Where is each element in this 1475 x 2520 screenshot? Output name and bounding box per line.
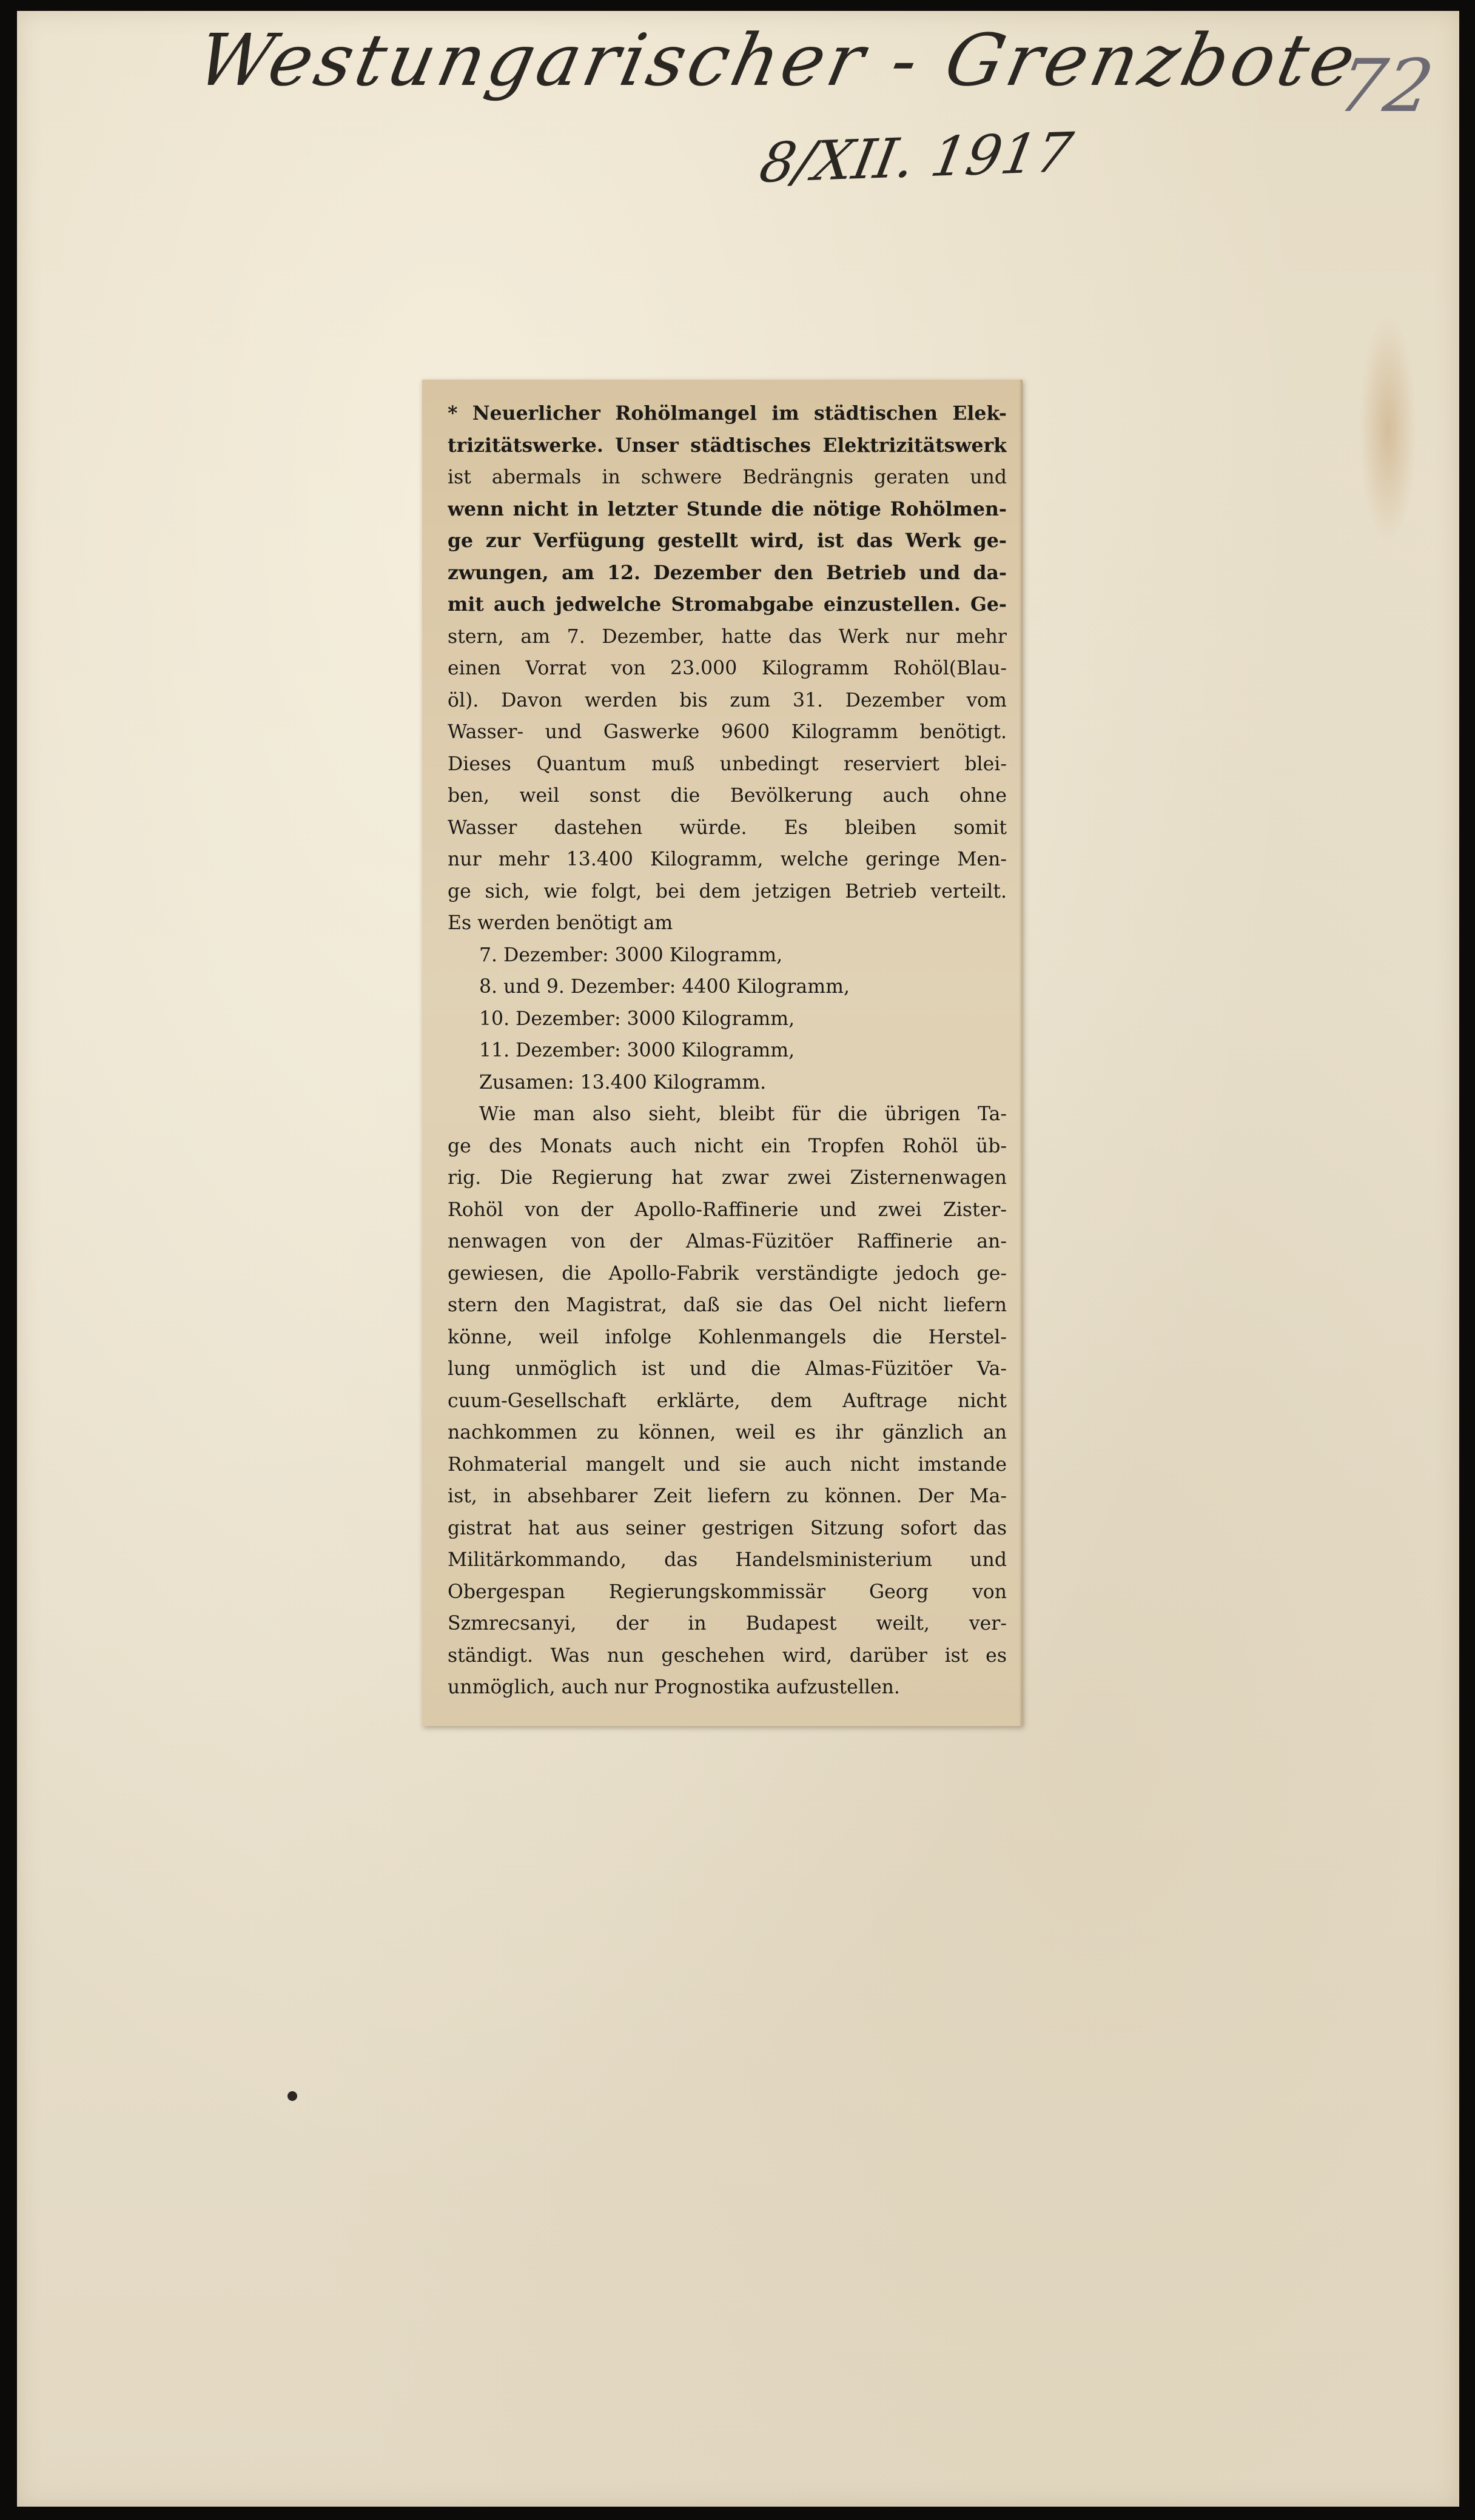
clipping-line: ben, weil sonst die Bevölkerung auch ohne <box>448 785 1007 807</box>
clipping-line: mit auch jedwelche Stromabgabe einzustellen. Ge- <box>448 593 1007 616</box>
clipping-line: wenn nicht in letzter Stunde die nötige Rohölmen- <box>448 497 1007 520</box>
clipping-line: ständigt. Was nun geschehen wird, darüber ist es <box>448 1644 1007 1667</box>
clipping-line: Rohöl von der Apollo-Raffinerie und zwei Zister- <box>448 1198 1007 1221</box>
folio-number: 72 <box>1331 44 1439 129</box>
clipping-line: Rohmaterial mangelt und sie auch nicht imstande <box>448 1453 1007 1476</box>
clipping-line: ge sich, wie folgt, bei dem jetzigen Betrieb verteilt. <box>448 880 1007 902</box>
clipping-line: nur mehr 13.400 Kilogramm, welche geringe Men- <box>448 848 1007 870</box>
clipping-line: ist, in absehbarer Zeit liefern zu können. Der Ma- <box>448 1485 1007 1507</box>
clipping-edge-shadow <box>1019 380 1023 1726</box>
clipping-line: einen Vorrat von 23.000 Kilogramm Rohöl(Blau- <box>448 657 1007 679</box>
clipping-list-item: 8. und 9. Dezember: 4400 Kilogramm, <box>479 976 850 998</box>
clipping-line: ist abermals in schwere Bedrängnis geraten und <box>448 466 1007 488</box>
clipping-line: Es werden benötigt am <box>448 912 673 934</box>
paper-stain <box>1359 314 1417 545</box>
clipping-list-item: 10. Dezember: 3000 Kilogramm, <box>479 1007 795 1030</box>
handwritten-newspaper-title: Westungarischer - Grenzbote <box>190 18 1366 102</box>
clipping-line: * Neuerlicher Rohölmangel im städtischen Elek- <box>448 402 1007 425</box>
handwritten-date: 8/XII. 1917 <box>754 121 1078 195</box>
clipping-line: ge des Monats auch nicht ein Tropfen Rohöl üb- <box>448 1135 1007 1157</box>
archive-page <box>17 11 1459 2507</box>
clipping-line: zwungen, am 12. Dezember den Betrieb und da- <box>448 561 1007 584</box>
clipping-list-item: Zusamen: 13.400 Kilogramm. <box>479 1071 767 1094</box>
clipping-line: könne, weil infolge Kohlenmangels die Herstel- <box>448 1326 1007 1348</box>
clipping-line: cuum-Gesellschaft erklärte, dem Auftrage nicht <box>448 1389 1007 1412</box>
clipping-line: nachkommen zu können, weil es ihr gänzlich an <box>448 1422 1007 1443</box>
clipping-line: nenwagen von der Almas-Füzitöer Raffinerie an- <box>448 1231 1007 1252</box>
clipping-list-item: 7. Dezember: 3000 Kilogramm, <box>479 944 783 966</box>
clipping-line: Wasser- und Gaswerke 9600 Kilogramm benötigt. <box>448 721 1007 743</box>
clipping-line: Szmrecsanyi, der in Budapest weilt, ver- <box>448 1613 1007 1635</box>
clipping-line: lung unmöglich ist und die Almas-Füzitöer Va- <box>448 1358 1007 1380</box>
clipping-list-item: 11. Dezember: 3000 Kilogramm, <box>479 1040 795 1061</box>
clipping-line: Wasser dastehen würde. Es bleiben somit <box>448 816 1007 839</box>
clipping-line: Obergespan Regierungskommissär Georg von <box>448 1581 1007 1603</box>
clipping-line: stern, am 7. Dezember, hatte das Werk nur mehr <box>448 625 1007 648</box>
ink-dot <box>287 2091 297 2101</box>
newspaper-clipping <box>422 380 1023 1726</box>
clipping-line: stern den Magistrat, daß sie das Oel nicht liefern <box>448 1294 1007 1316</box>
clipping-line: Wie man also sieht, bleibt für die übrigen Ta- <box>479 1103 1007 1125</box>
clipping-line: unmöglich, auch nur Prognostika aufzustellen. <box>448 1676 900 1698</box>
clipping-line: ge zur Verfügung gestellt wird, ist das Werk ge- <box>448 529 1007 552</box>
clipping-line: rig. Die Regierung hat zwar zwei Zisternenwagen <box>448 1167 1007 1189</box>
clipping-line: Dieses Quantum muß unbedingt reserviert blei- <box>448 753 1007 775</box>
clipping-line: gistrat hat aus seiner gestrigen Sitzung sofort das <box>448 1517 1007 1539</box>
clipping-line: trizitätswerke. Unser städtisches Elektrizitätswerk <box>448 434 1007 457</box>
clipping-line: öl). Davon werden bis zum 31. Dezember vom <box>448 689 1007 711</box>
clipping-line: gewiesen, die Apollo-Fabrik verständigte jedoch ge- <box>448 1262 1007 1285</box>
clipping-line: Militärkommando, das Handelsministerium und <box>448 1549 1007 1571</box>
